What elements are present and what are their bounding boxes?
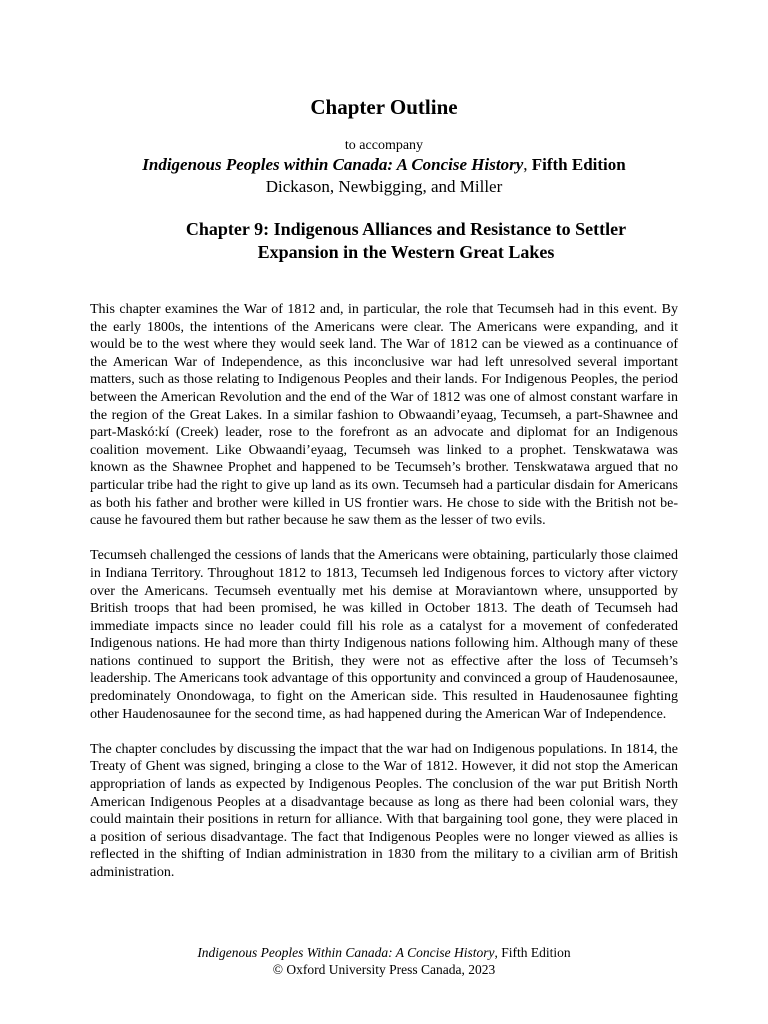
book-edition: Fifth Edition <box>531 155 626 174</box>
book-title: Indigenous Peoples within Canada: A Concise History <box>142 155 524 174</box>
footer-copyright: © Oxford University Press Canada, 2023 <box>272 962 496 977</box>
chapter-summary <box>90 301 678 899</box>
book-citation <box>0 154 768 176</box>
accompany-label: to accompany <box>344 138 424 153</box>
footer-citation <box>0 944 768 961</box>
edition-separator: , <box>523 155 532 174</box>
page-footer <box>0 944 768 978</box>
footer-book-title: Indigenous Peoples Within Canada: A Concise History <box>197 945 495 960</box>
paragraph: The chapter concludes by discussing the impact that the war had on Indigenous populations. In 1814, the Treaty of Ghent was signed, bringing a close to the War of 1812. However, it did not stop the American appropriation of lands as expected by Indigenous Peoples. The conclusion of the war put British North American Indigenous Peoples at a disadvantage because as long as there had been colonial wars, they could maintain their positions in return for alliance. With that bargaining tool gone, they were placed in a position of serious disadvantage. The fact that Indigenous Peoples were no longer viewed as allies is reflected in the shifting of Indian administration in 1830 from the military to a civilian arm of British administration. <box>90 741 678 880</box>
footer-edition: , Fifth Edition <box>494 945 571 960</box>
paragraph: Tecumseh challenged the cessions of lands that the Americans were obtaining, particularly those claimed in Indiana Territory. Throughout 1812 to 1813, Tecumseh led Indigenous forces to victory after victory over the Americans. Tecumseh eventually met his demise at Moraviantown where, unsupported by British troops that had been promised, he was killed in October 1813. The death of Tecumseh had immediate impacts since no leader could fill his role as a catalyst for a movement of confederated Indigenous nations. He had more than thirty Indigenous nations following him. Although many of these nations continued to support the British, they were not as effective after the loss of Tecumseh’s leadership. The Americans took advantage of this opportunity and convinced a group of Haudenosaunee, predominately Onondowaga, to fight on the American side. This resulted in Haudenosaunee fighting other Haudenosaunee for the second time, as had happened during the American War of Independence. <box>90 548 678 722</box>
paragraph: This chapter examines the War of 1812 and, in particular, the role that Tecumseh had in this event. By the early 1800s, the intentions of the Americans were clear. The Americans were expanding, and it would be to the west where they would seek land. The War of 1812 can be viewed as a continuance of the American War of Independence, as this inconclusive war had left unresolved several important matters, such as those relating to Indigenous Peoples and their lands. For Indigenous Peoples, the period between the American Revolution and the end of the War of 1812 was one of almost constant warfare in the region of the Great Lakes. In a similar fashion to Obwaandi’eyaag, Tecumseh, a part-Shawnee and part-Maskó:kí (Creek) leader, rose to the forefront as an advocate and diplomat for an Indigenous coalition movement. Like Obwaandi’eyaag, Tecumseh was linked to a prophet. Tenskwatawa was known as the Shawnee Prophet and happened to be Tecumseh’s brother. Tenskwatawa argued that no particular tribe had the right to give up land as its own. Tecumseh had a particular disdain for Americans as both his father and brother were killed in US frontier wars. He chose to side with the British not because he favoured them but rather because he saw them as the lesser of two evils. <box>90 302 678 529</box>
page-title: Chapter Outline <box>310 95 458 119</box>
book-authors: Dickason, Newbigging, and Miller <box>265 177 503 196</box>
chapter-heading: Chapter 9: Indigenous Alliances and Resistance to Settler Expansion in the Western Great Lakes <box>185 219 627 262</box>
